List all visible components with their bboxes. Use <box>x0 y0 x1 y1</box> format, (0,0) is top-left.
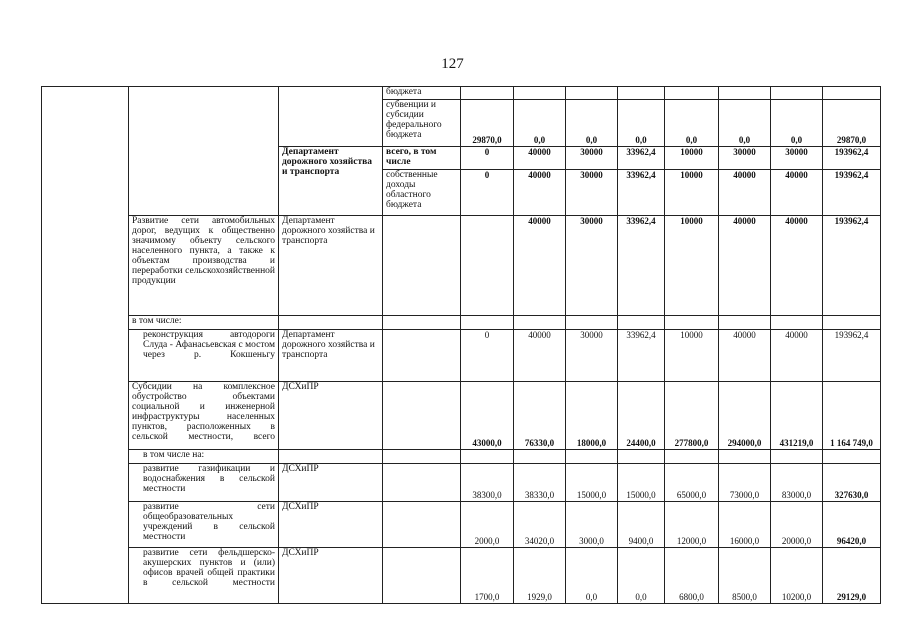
value-cell: 0 <box>461 147 514 170</box>
value-cell <box>719 87 771 100</box>
value-cell: 0,0 <box>566 100 618 147</box>
value-cell: 20000,0 <box>771 501 823 547</box>
measure-name-cell: развитие сети фельдшерско-акушерских пунктов и (или) офисов врачей общей практики в сельской местности <box>129 547 279 603</box>
value-cell: 40000 <box>514 169 566 215</box>
page-number: 127 <box>441 56 464 72</box>
value-cell: 96420,0 <box>823 501 881 547</box>
value-cell <box>461 215 514 315</box>
value-cell: 30000 <box>566 329 618 381</box>
measure-name-cell: в том числе на: <box>129 449 279 463</box>
value-cell: 40000 <box>719 169 771 215</box>
value-cell: 29870,0 <box>823 100 881 147</box>
value-cell: 33962,4 <box>618 215 665 315</box>
value-cell <box>665 87 719 100</box>
executor-cell <box>279 87 383 147</box>
measure-name-cell: Субсидии на комплексное обустройство объектами социальной и инженерной инфраструктуры населенных пунктов, расположенных в сельской местности, всего <box>129 381 279 449</box>
value-cell <box>719 315 771 329</box>
value-cell: 10000 <box>665 147 719 170</box>
funding-source-cell <box>383 315 461 329</box>
value-cell <box>461 87 514 100</box>
value-cell: 18000,0 <box>566 381 618 449</box>
funding-source-cell: собственные доходы областного бюджета <box>383 169 461 215</box>
table-row <box>42 87 881 100</box>
value-cell: 29870,0 <box>461 100 514 147</box>
budget-table <box>41 86 881 604</box>
executor-cell: ДСХиПР <box>279 501 383 547</box>
table-row <box>42 501 881 547</box>
value-cell: 73000,0 <box>719 463 771 501</box>
table-row <box>42 463 881 501</box>
value-cell <box>771 449 823 463</box>
table-row <box>42 329 881 381</box>
value-cell: 0,0 <box>719 100 771 147</box>
value-cell: 193962,4 <box>823 215 881 315</box>
funding-source-cell: бюджета <box>383 87 461 100</box>
value-cell: 0,0 <box>665 100 719 147</box>
executor-cell <box>279 449 383 463</box>
value-cell: 24400,0 <box>618 381 665 449</box>
value-cell <box>618 315 665 329</box>
value-cell <box>514 87 566 100</box>
value-cell <box>566 449 618 463</box>
value-cell: 1700,0 <box>461 547 514 603</box>
value-cell: 30000 <box>771 147 823 170</box>
value-cell <box>566 87 618 100</box>
measure-name-cell: развитие сети общеобразовательных учреждений в сельской местности <box>129 501 279 547</box>
value-cell: 9400,0 <box>618 501 665 547</box>
value-cell: 193962,4 <box>823 169 881 215</box>
value-cell: 76330,0 <box>514 381 566 449</box>
value-cell <box>665 449 719 463</box>
value-cell: 40000 <box>514 329 566 381</box>
executor-cell <box>279 315 383 329</box>
value-cell <box>566 315 618 329</box>
value-cell: 30000 <box>566 215 618 315</box>
value-cell <box>461 449 514 463</box>
table-row <box>42 449 881 463</box>
value-cell: 10200,0 <box>771 547 823 603</box>
value-cell: 30000 <box>719 147 771 170</box>
value-cell: 33962,4 <box>618 329 665 381</box>
value-cell: 294000,0 <box>719 381 771 449</box>
value-cell: 1929,0 <box>514 547 566 603</box>
value-cell: 34020,0 <box>514 501 566 547</box>
value-cell: 30000 <box>566 169 618 215</box>
funding-source-cell <box>383 463 461 501</box>
value-cell: 10000 <box>665 329 719 381</box>
measure-name-cell: Развитие сети автомобильных дорог, ведущих к общественно значимому объекту сельского населенного пункта, а также к объектам производства и переработки сельскохозяйственной продукции <box>129 215 279 315</box>
value-cell: 40000 <box>771 215 823 315</box>
value-cell: 33962,4 <box>618 169 665 215</box>
value-cell: 40000 <box>514 147 566 170</box>
value-cell: 0,0 <box>618 100 665 147</box>
measure-name-cell: реконструкция автодороги Слуда - Афанасьевская с мостом через р. Кокшеньгу <box>129 329 279 381</box>
value-cell: 0,0 <box>771 100 823 147</box>
executor-cell: Департамент дорожного хозяйства и транспорта <box>279 147 383 216</box>
value-cell <box>514 449 566 463</box>
value-cell <box>618 449 665 463</box>
value-cell <box>665 315 719 329</box>
leftmost-column-cell <box>42 87 129 604</box>
table-row <box>42 547 881 603</box>
value-cell: 40000 <box>719 329 771 381</box>
measure-name-cell: в том числе: <box>129 315 279 329</box>
table-row <box>42 381 881 449</box>
value-cell: 38300,0 <box>461 463 514 501</box>
value-cell: 15000,0 <box>566 463 618 501</box>
value-cell: 431219,0 <box>771 381 823 449</box>
funding-source-cell: всего, в том числе <box>383 147 461 170</box>
value-cell <box>771 87 823 100</box>
value-cell <box>823 87 881 100</box>
value-cell: 1 164 749,0 <box>823 381 881 449</box>
value-cell: 277800,0 <box>665 381 719 449</box>
value-cell: 10000 <box>665 169 719 215</box>
executor-cell: ДСХиПР <box>279 381 383 449</box>
funding-source-cell <box>383 381 461 449</box>
value-cell: 40000 <box>719 215 771 315</box>
funding-source-cell: субвенции и субсидии федерального бюджета <box>383 100 461 147</box>
value-cell: 0,0 <box>514 100 566 147</box>
funding-source-cell <box>383 547 461 603</box>
value-cell: 0 <box>461 169 514 215</box>
value-cell: 15000,0 <box>618 463 665 501</box>
value-cell: 83000,0 <box>771 463 823 501</box>
value-cell: 43000,0 <box>461 381 514 449</box>
value-cell: 0 <box>461 329 514 381</box>
value-cell <box>719 449 771 463</box>
value-cell: 16000,0 <box>719 501 771 547</box>
executor-cell: ДСХиПР <box>279 463 383 501</box>
funding-source-cell <box>383 501 461 547</box>
funding-source-cell <box>383 329 461 381</box>
table-row <box>42 315 881 329</box>
value-cell: 6800,0 <box>665 547 719 603</box>
value-cell: 38330,0 <box>514 463 566 501</box>
value-cell: 40000 <box>771 169 823 215</box>
funding-source-cell <box>383 215 461 315</box>
executor-cell: Департамент дорожного хозяйства и транспорта <box>279 215 383 315</box>
value-cell: 10000 <box>665 215 719 315</box>
value-cell <box>618 87 665 100</box>
value-cell <box>771 315 823 329</box>
value-cell: 0,0 <box>618 547 665 603</box>
value-cell: 12000,0 <box>665 501 719 547</box>
value-cell: 29129,0 <box>823 547 881 603</box>
value-cell <box>823 449 881 463</box>
value-cell <box>823 315 881 329</box>
executor-cell: Департамент дорожного хозяйства и транспорта <box>279 329 383 381</box>
value-cell: 33962,4 <box>618 147 665 170</box>
value-cell: 65000,0 <box>665 463 719 501</box>
value-cell: 40000 <box>514 215 566 315</box>
value-cell: 3000,0 <box>566 501 618 547</box>
value-cell: 2000,0 <box>461 501 514 547</box>
table-row <box>42 215 881 315</box>
value-cell: 327630,0 <box>823 463 881 501</box>
value-cell: 40000 <box>771 329 823 381</box>
value-cell <box>461 315 514 329</box>
executor-cell: ДСХиПР <box>279 547 383 603</box>
value-cell: 193962,4 <box>823 329 881 381</box>
value-cell: 8500,0 <box>719 547 771 603</box>
value-cell: 0,0 <box>566 547 618 603</box>
value-cell <box>514 315 566 329</box>
value-cell: 30000 <box>566 147 618 170</box>
measure-name-cell <box>129 87 279 216</box>
funding-source-cell <box>383 449 461 463</box>
value-cell: 193962,4 <box>823 147 881 170</box>
measure-name-cell: развитие газификации и водоснабжения в сельской местности <box>129 463 279 501</box>
